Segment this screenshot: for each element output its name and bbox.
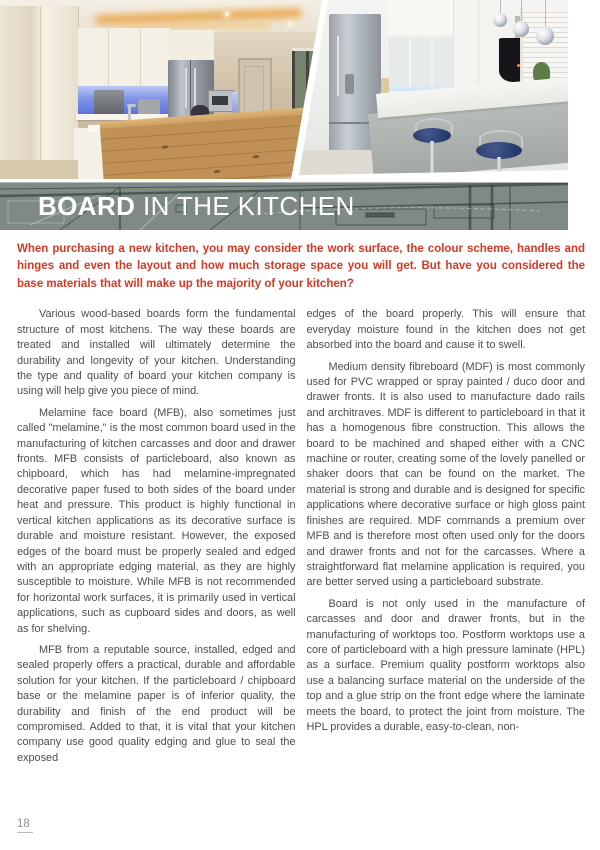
jar [381,78,389,93]
page-title [38,190,355,221]
paragraph: Various wood-based boards form the fundamental structure of most kitchens. The way these boards are treated and installed will ultimately determine the durability and longevity of your kitchen. Understanding the type and quality of board your kitchen company is using will help give you piece of mind. [17,308,296,398]
pendant-cord [500,0,501,14]
article [17,241,585,766]
paragraph: Melamine face board (MFB), also sometimes just called "melamine," is the most common board used in the manufacturing of kitchen carcasses and door and drawer fronts. MFB consists of particleboard, also known as chipboard, which has had melamine-impregnated decorative paper fused to both sides of the board under heat and pressure. This product is highly functional in vertical kitchen applications as its decorative surface is durable and moisture resistant. However, the exposed edges of the board must be properly sealed and edged with an appropriate edging material, as they are highly susceptible to moisture. While MFB is not recommended for horizontal work surfaces, it is primarily used in vertical applications, such as cupboard sides and doors, as well as for shelving. [17,406,296,635]
toaster [138,99,160,115]
article-columns [17,307,585,766]
tall-cabinet [0,6,79,179]
pendant-cord [521,0,522,22]
fridge-cabinet [168,30,214,61]
right-column [307,307,586,766]
kitchen-photo-right [293,0,568,175]
paragraph: MFB from a reputable source, installed, edged and sealed properly offers a practical, durable and affordable solution for your kitchen. If the particleboard / chipboard base or the melamine paper is of inferior quality, the durability and finish of the end product will be compromised. Added to that, it is vital that your kitchen company use good quality edging and glue to seal the exposed [17,643,296,764]
downlight [288,22,292,26]
intro-paragraph: When purchasing a new kitchen, you may consider the work surface, the colour scheme, handles and hinges and even the layout and how much storage space you will get. But have you considered the base materials that will make up the majority of your kitchen? [17,243,585,290]
wall-oven [208,90,234,112]
page-title-bold: BOARD [38,190,136,221]
paragraph: Medium density fibreboard (MDF) is most commonly used for PVC wrapped or spray painted / duco door and drawer fronts. It is also used to manufacture dado rails and architraves. MDF is different to particleboard in that it has a homogenous fibre construction. This allows the board to be machined and shaped either with a CNC machine or router, creating some of the lovely panelled or shaker doors that can be found on the market. The material is strong and durable and is designed for specific applications where decorative surface or high gloss paint finishes are required. MDF commands a premium over MFB and is therefore most often used only for the doors and drawer fronts and not for the carcasses. Where a straightforward flat melamine application is required, you are better served using a particleboard substrate. [306,360,585,589]
glass-cabinets [387,35,457,95]
left-column [17,307,296,766]
upper-cabinets [78,28,170,88]
kitchen-photo-left [0,0,322,179]
pendant-light [536,27,554,45]
upper-cabinets [387,0,453,36]
title-band [0,182,568,230]
page-number: 18 [17,818,33,833]
pendant-light [493,13,507,27]
paragraph: Board is not only used in the manufacture of carcasses and door and drawer fronts, but in the manufacturing of worktops too. Postform worktops use a core of particleboard with a high pressure laminate (HPL) as a surface. Premium quality postform worktops also use a balancing surface material on the underside of the top and a glue strip on the front edge where the laminate meets the board, to protect the joint from moisture. The HPL provides a durable, easy-to-clean, non- [306,597,585,733]
downlight [225,12,229,16]
paragraph: edges of the board properly. This will ensure that everyday moisture found in the kitchen does not get absorbed into the board and cause it to swell. [306,308,585,352]
page-title-rest: IN THE KITCHEN [135,190,355,221]
wooden-bar-counter [100,111,322,179]
floor [0,160,78,179]
pendant-light [513,21,529,37]
coffee-machine [94,90,124,115]
pendant-cord [545,0,546,28]
blender [345,74,354,94]
